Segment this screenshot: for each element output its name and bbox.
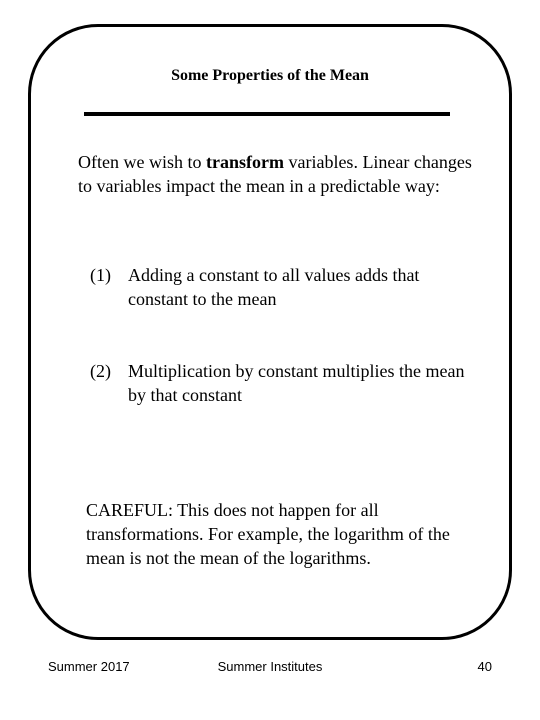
footer-institution: Summer Institutes	[217, 659, 323, 674]
page-number: 40	[477, 659, 492, 674]
list-item-text: Multiplication by constant multiplies the mean by that constant	[128, 361, 465, 405]
intro-bold-word: transform	[205, 152, 284, 172]
title-underline	[84, 112, 450, 116]
list-item-number: (1)	[90, 265, 111, 285]
list-item-text: Adding a constant to all values adds that constant to the mean	[128, 265, 420, 309]
slide-title: Some Properties of the Mean	[171, 67, 369, 84]
list-item-number: (2)	[90, 361, 111, 381]
list-item	[90, 359, 470, 407]
list-item	[90, 263, 470, 311]
intro-paragraph	[78, 150, 478, 198]
intro-prefix: Often we wish to	[78, 152, 206, 172]
footer-date: Summer 2017	[48, 659, 130, 674]
intro-suffix: variables. Linear changes to variables impact the mean in a predictable way:	[78, 152, 472, 196]
careful-note: CAREFUL: This does not happen for all transformations. For example, the logarithm of the mean is not the mean of the logarithms.	[86, 500, 450, 568]
